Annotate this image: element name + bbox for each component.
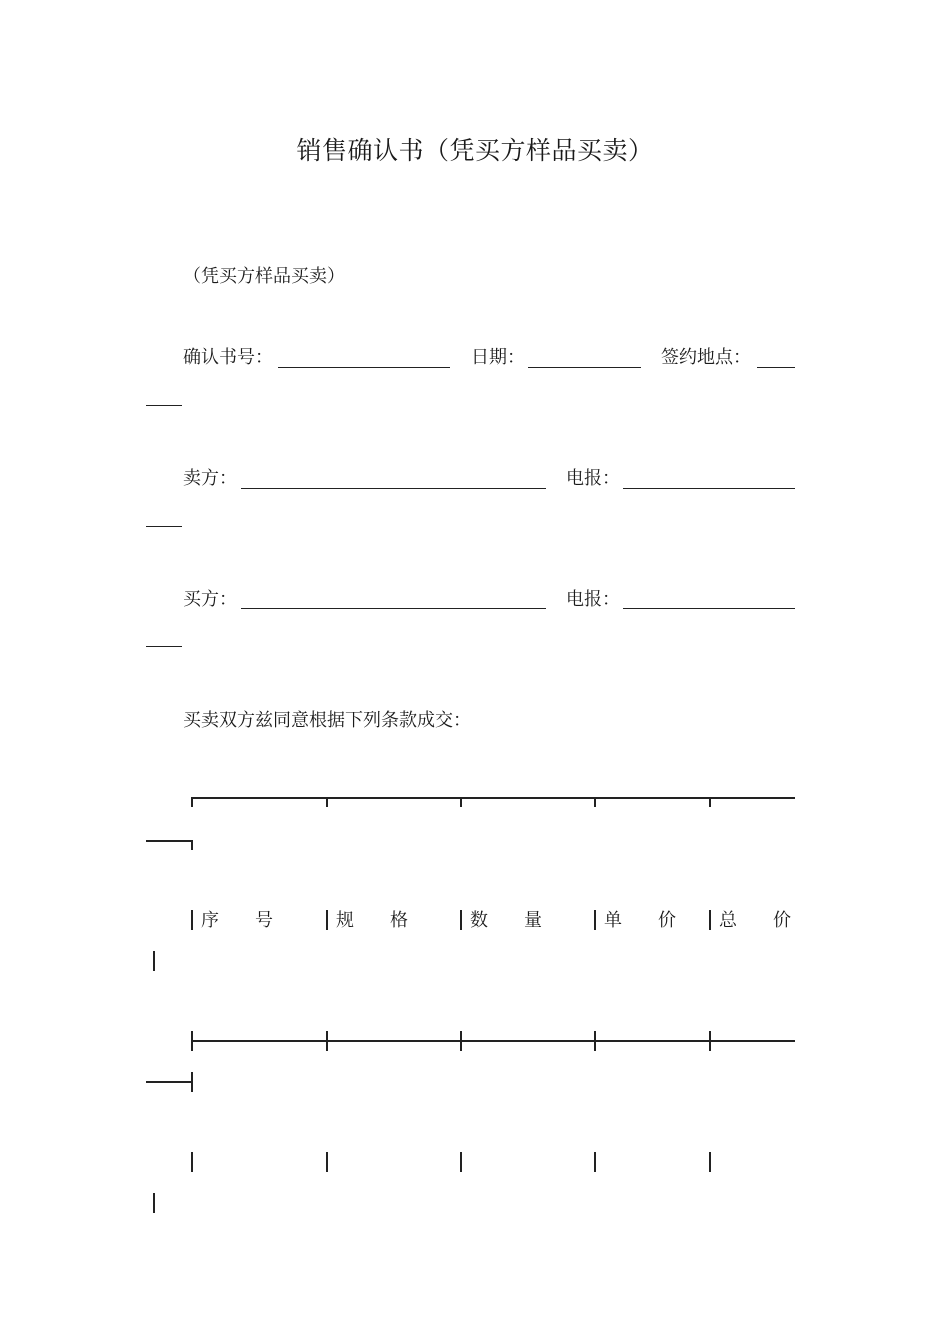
header-cell-unit-price: 单 价 xyxy=(604,910,676,931)
seller-cable-blank xyxy=(623,488,795,489)
document-subtitle: （凭买方样品买卖） xyxy=(183,266,345,287)
buyer-blank xyxy=(241,608,546,609)
header-cell-spec: 规 格 xyxy=(336,910,408,931)
header-cell-serial: 序 号 xyxy=(201,910,273,931)
place-blank-continued xyxy=(146,405,182,406)
agreement-text: 买卖双方兹同意根据下列条款成交： xyxy=(183,710,471,731)
header-cell-total-price: 总 价 xyxy=(719,910,791,931)
seller-blank xyxy=(241,488,546,489)
place-blank xyxy=(757,367,795,368)
date-blank xyxy=(528,367,641,368)
document-title: 销售确认书（凭买方样品买卖） xyxy=(296,136,654,165)
header-cell-quantity: 数 量 xyxy=(470,910,542,931)
buyer-cable-blank-continued xyxy=(146,646,182,647)
seller-cable-blank-continued xyxy=(146,526,182,527)
buyer-cable-label: 电报： xyxy=(566,589,620,610)
buyer-cable-blank xyxy=(623,608,795,609)
date-label: 日期： xyxy=(471,347,525,368)
seller-cable-label: 电报： xyxy=(566,468,620,489)
confirmation-no-label: 确认书号： xyxy=(183,347,273,368)
seller-label: 卖方： xyxy=(183,468,237,489)
place-label: 签约地点： xyxy=(661,347,751,368)
buyer-label: 买方： xyxy=(183,589,237,610)
confirmation-no-blank xyxy=(278,367,450,368)
